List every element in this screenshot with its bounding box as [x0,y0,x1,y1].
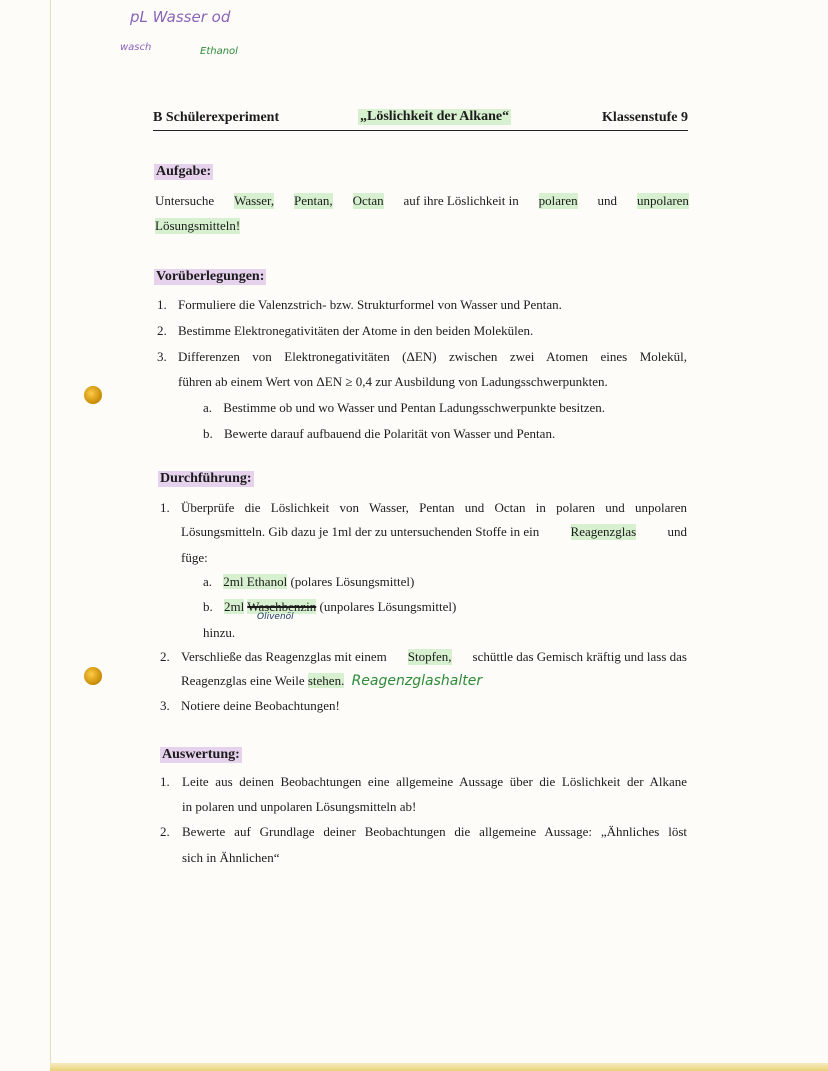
section-title-auswertung: Auswertung: [162,747,240,762]
list-text: (unpolares Lösungsmittel) [319,599,457,614]
durch-item-2-num: 2. [160,649,170,664]
durch-item-1-line-2 [181,524,687,540]
vor-item-3a [203,400,605,416]
vor-item-3-num: 3. [157,349,167,364]
durch-hinzu: hinzu. [203,625,236,640]
aufgabe-line-1 [155,193,689,209]
list-number: 2. [157,323,167,338]
header-title: „Löslichkeit der Alkane“ [360,109,510,124]
list-text: Notiere deine Beobachtungen! [181,698,340,713]
list-text: Formuliere die Valenzstrich- bzw. Strukturformel von Wasser und Pentan. [178,297,562,312]
vor-item-3b [203,426,555,442]
section-title-vorueberlegungen: Vorüberlegungen: [156,269,265,284]
list-letter: b. [203,599,213,614]
list-letter: b. [203,426,213,441]
section-title-aufgabe: Aufgabe: [156,164,212,179]
list-text: Bestimme ob und wo Wasser und Pentan Ladungsschwerpunkte besitzen. [223,400,606,415]
handwritten-note-wasch: wasch [120,42,152,53]
vor-item-2 [157,323,533,339]
ausw-item-1-num: 1. [160,774,170,789]
header-bar [153,108,688,131]
list-text: schüttle das Gemisch kräftig und lass das [472,649,687,664]
aufgabe-pentan: Pentan, [294,193,333,208]
aufgabe-text: auf ihre Löslichkeit in [403,193,519,208]
aufgabe-line-2: Lösungsmitteln! [155,218,241,233]
durch-waschbenzin-struck: Waschbenzin [247,599,317,614]
header-right: Klassenstufe 9 [602,110,688,125]
durch-item-1-line-1: Überprüfe die Löslichkeit von Wasser, Pentan und Octan in polaren und unpolaren [181,500,687,515]
ausw-item-1-line-1: Leite aus deinen Beobachtungen eine allgemeine Aussage über die Löslichkeit der Alkane [182,774,687,789]
handwritten-note-ethanol: Ethanol [200,46,238,57]
durch-item-2-line-2 [181,673,482,689]
aufgabe-octan: Octan [352,193,384,208]
list-text: Reagenzglas eine Weile [181,673,305,688]
vor-item-3-line-2: führen ab einem Wert von ΔEN ≥ 0,4 zur Ausbildung von Ladungsschwerpunkten. [178,374,608,389]
durch-item-3 [160,698,340,714]
vor-item-3-line-1: Differenzen von Elektronegativitäten (ΔEN) zwischen zwei Atomen eines Molekül, [178,349,687,364]
durch-stehen: stehen. [307,673,345,688]
list-letter: a. [203,574,213,589]
punch-hole-top [84,386,102,404]
list-text: (polares Lösungsmittel) [290,574,415,589]
ausw-item-2-num: 2. [160,824,170,839]
durch-stopfen: Stopfen, [407,649,452,664]
list-letter: a. [203,400,213,415]
vor-item-1 [157,297,562,313]
list-number: 3. [160,698,170,713]
handwritten-note-top: pL Wasser od [130,8,231,26]
aufgabe-text: Untersuche [155,193,215,208]
durch-ethanol: 2ml Ethanol [223,574,288,589]
list-number: 1. [157,297,167,312]
list-text: Bewerte darauf aufbauend die Polarität von Wasser und Pentan. [224,426,556,441]
paper-edge-left [50,0,51,1071]
durch-reagenzglas: Reagenzglas [570,524,637,539]
ausw-item-2-line-2: sich in Ähnlichen“ [182,850,280,865]
aufgabe-unpolaren: unpolaren [636,193,689,208]
header-left: B Schülerexperiment [153,110,280,125]
aufgabe-polaren: polaren [538,193,578,208]
durch-item-1-num: 1. [160,500,170,515]
durch-item-1b [203,599,456,615]
ausw-item-1-line-2: in polaren und unpolaren Lösungsmitteln ab! [182,799,417,814]
list-text: und [667,524,687,539]
punch-hole-bottom [84,667,102,685]
list-text: Bestimme Elektronegativitäten der Atome in den beiden Molekülen. [178,323,534,338]
aufgabe-wasser: Wasser, [234,193,275,208]
list-text: Verschließe das Reagenzglas mit einem [181,649,387,664]
durch-amount: 2ml [224,599,245,614]
paper-edge-bottom [50,1063,828,1071]
aufgabe-text: und [597,193,618,208]
list-text: Lösungsmitteln. Gib dazu je 1ml der zu untersuchenden Stoffe in ein [181,524,540,539]
handwritten-reagenzglashalter: Reagenzglashalter [351,673,483,689]
durch-item-1-line-3: füge: [181,550,208,565]
section-title-durchfuehrung: Durchführung: [160,471,252,486]
ausw-item-2-line-1: Bewerte auf Grundlage deiner Beobachtungen die allgemeine Aussage: „Ähnliches löst [182,824,687,839]
durch-item-1a [203,574,414,590]
handwritten-olivenoel: Olivenöl [257,612,294,622]
durch-item-2-line-1 [181,649,687,665]
